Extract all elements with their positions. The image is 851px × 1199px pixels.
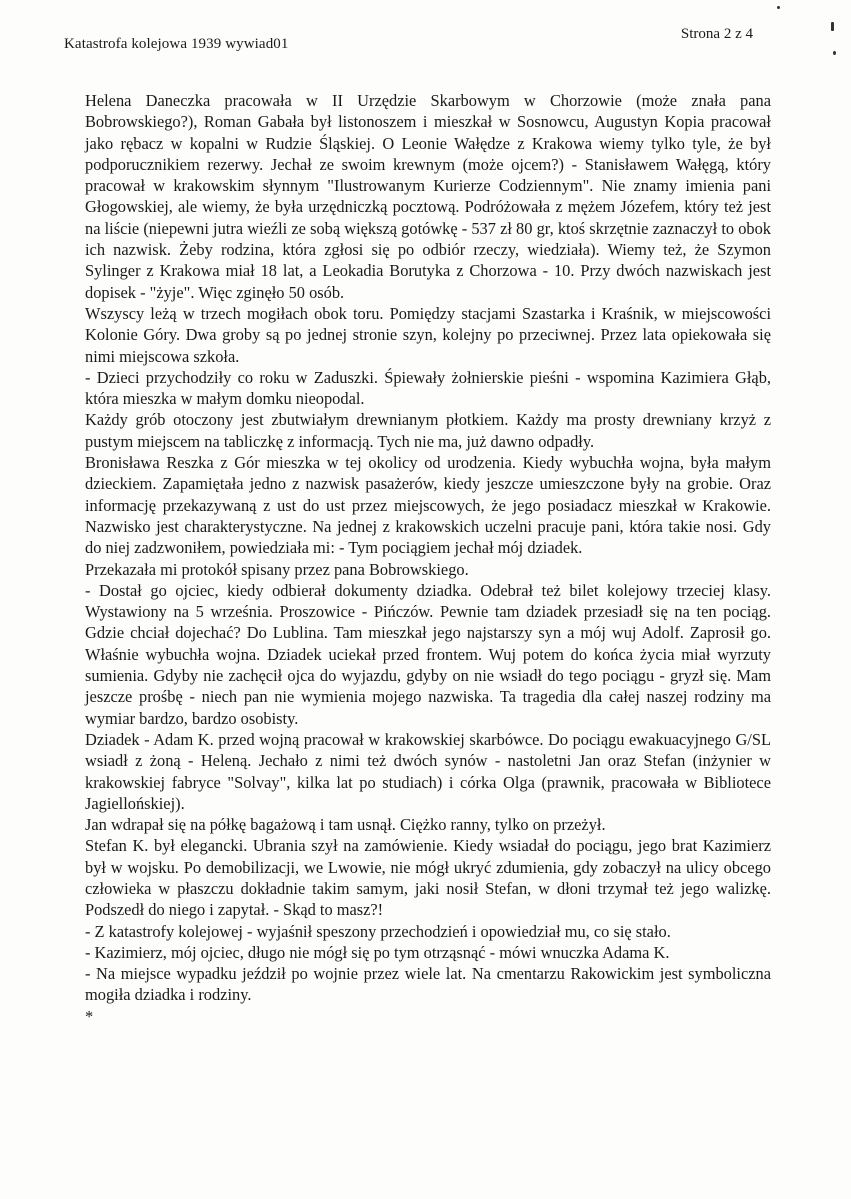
paragraph: Stefan K. był elegancki. Ubrania szył na zamówienie. Kiedy wsiadał do pociągu, jego brat Kazimierz był w wojsku. Po demobilizacji, we Lwowie, nie mógł ukryć zdumienia, gdy zobaczył na ulicy obcego człowieka w płaszczu dokładnie takim samym, jaki nosił Stefan, w dłoni trzymał też jego walizkę. Podszedł do niego i zapytał. - Skąd to masz?! bbox=[85, 836, 771, 920]
paragraph: - Dostał go ojciec, kiedy odbierał dokumenty dziadka. Odebrał też bilet kolejowy trzeciej klasy. Wystawiony na 5 września. Proszowice - Pińczów. Pewnie tam dziadek przesiadł się na ten pociąg. Gdzie chciał dojechać? Do Lublina. Tam mieszkał jego najstarszy syn a mój wuj Adolf. Zaprosił go. Właśnie wybuchła wojna. Dziadek uciekał przed frontem. Wuj potem do końca życia miał wyrzuty sumienia. Gdyby nie zachęcił ojca do wyjazdu, gdyby on nie wsiadł do tego pociągu - gryzł się. Mam jeszcze prośbę - niech pan nie wymienia mojego nazwiska. Ta tragedia dla całej naszej rodziny ma wymiar bardzo, bardzo osobisty. bbox=[85, 580, 771, 728]
paragraph: Bronisława Reszka z Gór mieszka w tej okolicy od urodzenia. Kiedy wybuchła wojna, była małym dzieckiem. Zapamiętała jedno z nazwisk pasażerów, kiedy jeszcze umieszczone były na grobie. Oraz informację przekazywaną z ust do ust przez miejscowych, że jego posiadacz mieszkał w Krakowie. Nazwisko jest charakterystyczne. Na jednej z krakowskich uczelni pracuje pani, która takie nosi. Gdy do niej zadzwoniłem, powiedziała mi: - Tym pociągiem jechał mój dziadek. bbox=[85, 453, 771, 558]
article-body bbox=[85, 90, 771, 1027]
paragraph: Dziadek - Adam K. przed wojną pracował w krakowskiej skarbówce. Do pociągu ewakuacyjnego G/SL wsiadł z żoną - Heleną. Jechało z nimi też dwóch synów - nastoletni Jan oraz Stefan (inżynier w krakowskiej fabryce "Solvay", kilka lat po studiach) i córka Olga (prawnik, pracowała w Bibliotece Jagiellońskiej). bbox=[85, 729, 771, 813]
paragraph: Jan wdrapał się na półkę bagażową i tam usnął. Ciężko ranny, tylko on przeżył. bbox=[85, 815, 606, 835]
paragraph: - Z katastrofy kolejowej - wyjaśnił speszony przechodzień i opowiedział mu, co się stało. bbox=[85, 921, 671, 941]
paragraph: - Na miejsce wypadku jeździł po wojnie przez wiele lat. Na cmentarzu Rakowickim jest symboliczna mogiła dziadka i rodziny. bbox=[85, 964, 771, 1005]
paragraph: - Kazimierz, mój ojciec, długo nie mógł się po tym otrząsnąć - mówi wnuczka Adama K. bbox=[85, 942, 670, 962]
page-number-header: Strona 2 z 4 bbox=[680, 26, 753, 42]
paragraph: Wszyscy leżą w trzech mogiłach obok toru. Pomiędzy stacjami Szastarka i Kraśnik, w miejscowości Kolonie Góry. Dwa groby są po jednej stronie szyn, kolejny po przeciwnej. Przez lata opiekowała się nimi miejscowa szkoła. bbox=[85, 303, 771, 366]
end-mark: * bbox=[85, 1006, 94, 1026]
scan-speck bbox=[831, 22, 834, 31]
paragraph: Przekazała mi protokół spisany przez pana Bobrowskiego. bbox=[85, 559, 469, 579]
paragraph: Helena Daneczka pracowała w II Urzędzie Skarbowym w Chorzowie (może znała pana Bobrowskiego?), Roman Gabała był listonoszem i mieszkał w Sosnowcu, Augustyn Kopia pracował jako rębacz w kopalni w Rudzie Śląskiej. O Leonie Wałędze z Krakowa wiemy tylko tyle, że był podporucznikiem rezerwy. Jechał ze swoim krewnym (może ojcem?) - Stanisławem Wałęgą, który pracował w krakowskim słynnym "Ilustrowanym Kurierze Codziennym". Nie znamy imienia pani Głogowskiej, ale wiemy, że była urzędniczką pocztową. Podróżowała z mężem Józefem, który też jest na liście (niepewni jutra wieźli ze sobą większą gotówkę - 537 zł 80 gr, ktoś skrzętnie zaznaczył to obok ich nazwisk. Żeby rodzina, która zgłosi się po odbiór rzeczy, wiedziała). Wiemy też, że Szymon Sylinger z Krakowa miał 18 lat, a Leokadia Borutyka z Chorzowa - 10. Przy dwóch nazwiskach jest dopisek - "żyje". Więc zginęło 50 osób. bbox=[85, 91, 771, 302]
scan-speck bbox=[777, 6, 780, 9]
paragraph: - Dzieci przychodziły co roku w Zaduszki. Śpiewały żołnierskie pieśni - wspomina Kazimiera Głąb, która mieszka w małym domku nieopodal. bbox=[85, 367, 771, 409]
document-title-header: Katastrofa kolejowa 1939 wywiad01 bbox=[64, 36, 289, 52]
scan-speck bbox=[833, 51, 836, 55]
paragraph: Każdy grób otoczony jest zbutwiałym drewnianym płotkiem. Każdy ma prosty drewniany krzyż z pustym miejscem na tabliczkę z informacją. Tych nie ma, już dawno odpadły. bbox=[85, 410, 771, 451]
